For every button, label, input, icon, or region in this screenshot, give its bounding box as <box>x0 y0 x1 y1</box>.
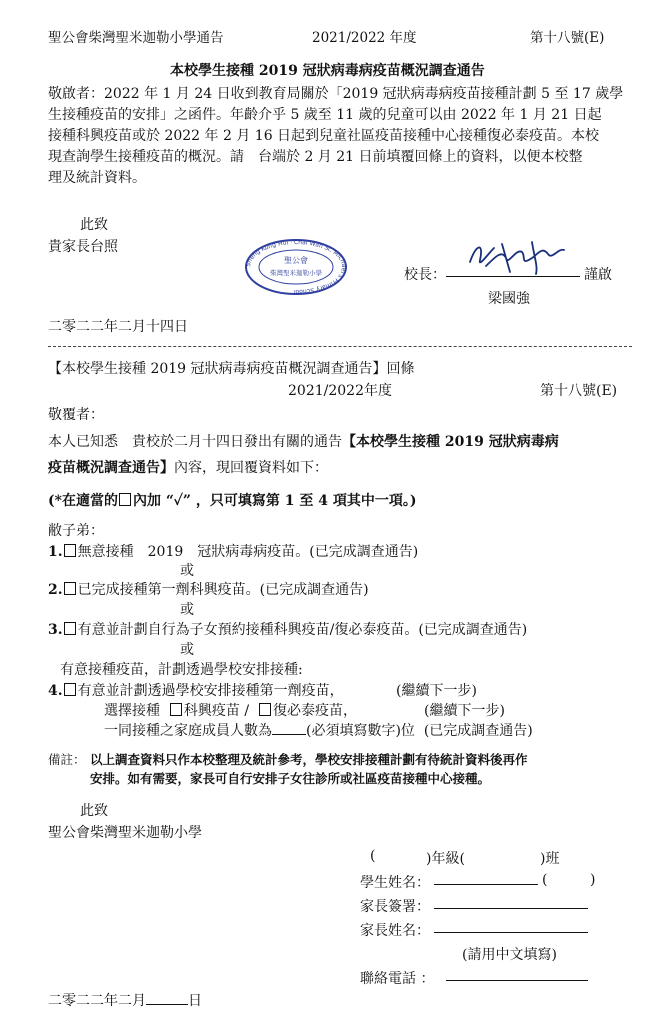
reply-intro-line-1: 本人已知悉 貴校於二月十四日發出有關的通告【本校學生接種 2019 冠狀病毒病 <box>48 434 559 450</box>
reply-year: 2021/2022年度 <box>288 383 392 399</box>
parent-signature-field[interactable] <box>434 908 588 909</box>
school-seal-icon <box>244 238 348 296</box>
student-number-field[interactable] <box>550 874 588 888</box>
notice-title: 本校學生接種 2019 冠狀病毒病疫苗概況調查通告 <box>170 63 485 79</box>
parent-name-label: 家長姓名： <box>360 923 430 939</box>
remark-label: 備註： <box>48 752 86 767</box>
biontech-checkbox[interactable] <box>259 703 271 716</box>
family-members-line: 一同接種之家庭成員人數為 (必須填寫數字)位 (已完成調查通告) <box>104 723 533 739</box>
class-field[interactable] <box>488 850 538 864</box>
parent-name-field[interactable] <box>434 932 588 933</box>
notice-date: 二零二二年二月十四日 <box>48 319 188 335</box>
grade-field[interactable] <box>378 850 424 864</box>
checkbox-sample <box>119 493 131 506</box>
grade-label: )年級( <box>426 851 465 867</box>
reply-date: 二零二二年二月 日 <box>48 993 202 1009</box>
reply-title: 【本校學生接種 2019 冠狀病毒病疫苗概況調查通告】回條 <box>48 361 415 377</box>
parent-signature-label: 家長簽署： <box>360 899 430 915</box>
principal-name: 梁國強 <box>488 291 530 307</box>
option-3-checkbox[interactable] <box>64 622 76 635</box>
header-notice-number: 第十八號(E) <box>530 30 605 46</box>
chinese-note: (請用中文填寫) <box>462 947 557 963</box>
reply-greeting: 敬覆者： <box>48 407 104 423</box>
principal-suffix: 謹啟 <box>584 267 612 283</box>
continue-next-step: (繼續下一步) <box>396 683 477 699</box>
principal-label: 校長： <box>404 267 446 283</box>
seal-center-text-2: 柴灣聖米迦勒小學 <box>270 269 322 277</box>
child-label: 敝子弟： <box>48 523 104 539</box>
instruction-text: (*在適當的 內加 “✓” ，只可填寫第 1 至 4 項其中一項。) <box>48 493 417 509</box>
option-2-checkbox[interactable] <box>64 582 76 595</box>
continue-next-step-2: (繼續下一步) <box>424 703 505 719</box>
reply-notice-number: 第十八號(E) <box>540 383 618 399</box>
notice-line: 現查詢學生接種疫苗的概況。請 台端於 2 月 21 日前填覆回條上的資料，以便本校整 <box>48 149 583 165</box>
option-4: 4. 有意並計劃透過學校安排接種第一劑疫苗， <box>48 683 344 699</box>
student-number-open: ( <box>542 872 548 888</box>
option-3: 3. 有意並計劃自行為子女預約接種科興疫苗/復必泰疫苗。(已完成調查通告) <box>48 622 528 638</box>
remark-line-1: 以上調查資料只作本校整理及統計參考，學校安排接種計劃有待統計資料後再作 <box>90 752 528 767</box>
closing-parents: 貴家長台照 <box>48 239 118 255</box>
class-open-paren: ( <box>370 848 376 864</box>
option-2: 2. 已完成接種第一劑科興疫苗。(已完成調查通告) <box>48 582 369 598</box>
closing-ci-zhi: 此致 <box>80 217 108 233</box>
or-text: 或 <box>180 642 194 658</box>
signature-icon <box>462 236 582 278</box>
seal-center-text-1: 聖公會 <box>284 256 308 265</box>
phone-label: 聯絡電話 ： <box>360 971 435 987</box>
option-1-checkbox[interactable] <box>64 544 76 557</box>
reply-closing-school: 聖公會柴灣聖米迦勒小學 <box>48 825 202 841</box>
choose-vaccine: 選擇接種 科興疫苗 / 復必泰疫苗， <box>104 703 357 719</box>
notice-line: 敬啟者：2022 年 1 月 24 日收到教育局關於「2019 冠狀病毒病疫苗接種計劃 5 至 17 歲學 <box>48 86 624 102</box>
reply-intro-line-2: 疫苗概況調查通告】內容，現回覆資料如下： <box>48 460 328 476</box>
seal-ring-text: Sheng Kung Hui · Chai Wan St. Michael's Primary School <box>244 238 348 296</box>
class-label: )班 <box>540 851 560 867</box>
reply-day-field[interactable] <box>146 992 188 1005</box>
remark-line-2: 安排。如有需要，家長可自行安排子女往診所或社區疫苗接種中心接種。 <box>90 771 491 786</box>
notice-body <box>48 84 638 189</box>
header-year: 2021/2022 年度 <box>312 30 417 46</box>
school-notice-header: 聖公會柴灣聖米迦勒小學通告 <box>48 30 224 46</box>
option-4-checkbox[interactable] <box>64 683 76 696</box>
reply-closing-ci-zhi: 此致 <box>80 803 108 819</box>
school-arrange-intro: 有意接種疫苗，計劃透過學校安排接種: <box>60 662 303 678</box>
notice-line: 接種科興疫苗或於 2022 年 2 月 16 日起到兒童社區疫苗接種中心接種復必泰疫苗。本校 <box>48 128 600 144</box>
sinovac-checkbox[interactable] <box>170 703 182 716</box>
student-name-field[interactable] <box>434 884 538 885</box>
student-number-close: ) <box>590 872 596 888</box>
or-text: 或 <box>180 563 194 579</box>
tear-off-divider <box>48 346 632 347</box>
student-name-label: 學生姓名： <box>360 875 430 891</box>
phone-field[interactable] <box>446 980 588 981</box>
notice-line: 生接種疫苗的安排」之函件。年齡介乎 5 歲至 11 歲的兒童可以由 2022 年 1 月 21 日起 <box>48 107 602 123</box>
notice-line: 理及統計資料。 <box>48 170 146 186</box>
or-text: 或 <box>180 602 194 618</box>
family-count-field[interactable] <box>272 722 306 735</box>
option-1: 1. 無意接種 2019 冠狀病毒病疫苗。(已完成調查通告) <box>48 544 419 560</box>
